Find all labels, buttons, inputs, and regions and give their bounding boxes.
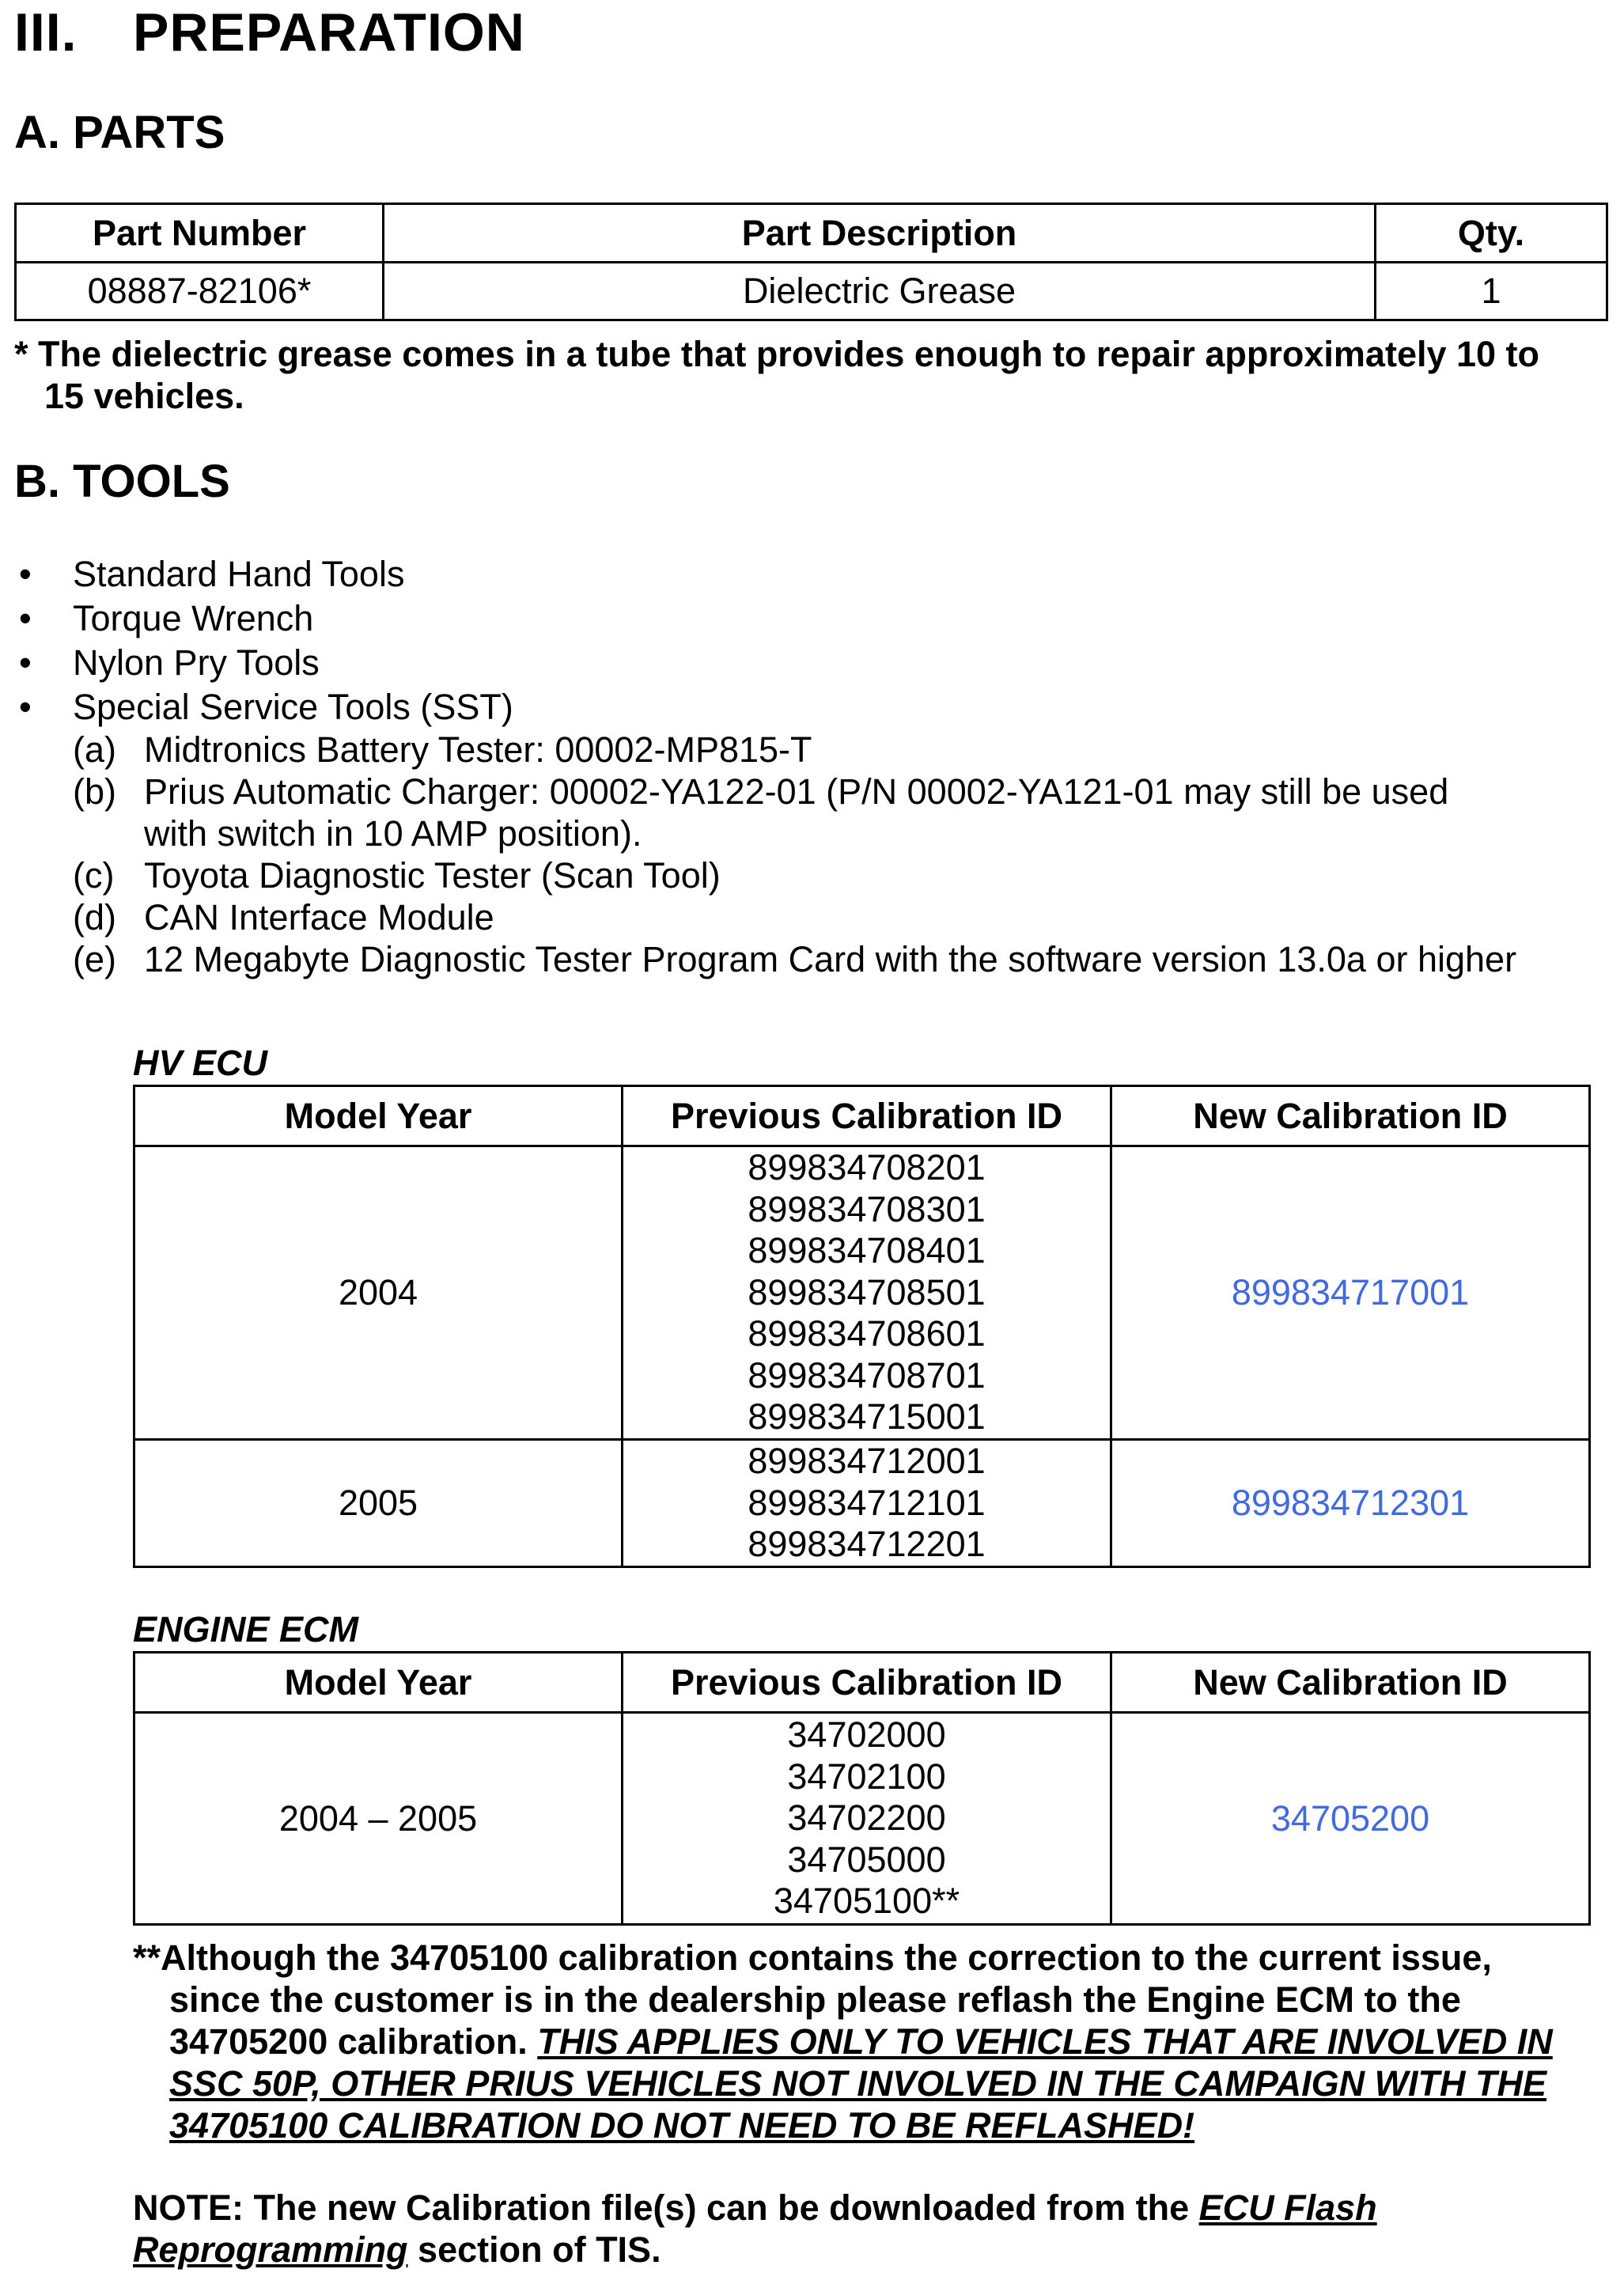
bullet-icon: • bbox=[19, 554, 32, 594]
sst-sublist bbox=[73, 729, 1516, 980]
list-item: • Nylon Pry Tools bbox=[73, 641, 513, 685]
section-title: PREPARATION bbox=[133, 2, 525, 62]
part-qty: 1 bbox=[1376, 263, 1607, 320]
section-heading bbox=[14, 2, 525, 63]
list-item: • Standard Hand Tools bbox=[73, 552, 513, 597]
reprogramming-link[interactable]: Reprogramming bbox=[133, 2229, 408, 2270]
parts-footnote-line1: * The dielectric grease comes in a tube that provides enough to repair approximately 10 to bbox=[14, 334, 1540, 374]
tools-list bbox=[19, 552, 513, 729]
ecm-note-line1: **Although the 34705100 calibration contains the correction to the current issue, bbox=[133, 1937, 1492, 1978]
ecm-note-line5: 34705100 CALIBRATION DO NOT NEED TO BE REFLASHED! bbox=[169, 2105, 1195, 2146]
hv-ecu-table bbox=[133, 1085, 1591, 1568]
ecm-header-row bbox=[134, 1653, 1590, 1713]
list-item: • Special Service Tools (SST) bbox=[73, 685, 513, 729]
sst-item-e: (e) 12 Megabyte Diagnostic Tester Program Card with the software version 13.0a or higher bbox=[73, 939, 1517, 979]
sst-item-c: (c) Toyota Diagnostic Tester (Scan Tool) bbox=[73, 855, 721, 896]
list-item: • Torque Wrench bbox=[73, 597, 513, 641]
table-row bbox=[134, 1440, 1590, 1567]
hv-previous-ids-2004: 899834708201 899834708301 899834708401 899834708501 899834708601 899834708701 899834715001 bbox=[623, 1146, 1111, 1440]
hv-previous-ids-2005: 899834712001 899834712101 899834712201 bbox=[623, 1440, 1111, 1567]
tis-note bbox=[133, 2187, 1377, 2271]
hv-header-new: New Calibration ID bbox=[1111, 1086, 1590, 1146]
table-row bbox=[134, 1146, 1590, 1440]
hv-year-2005: 2005 bbox=[134, 1440, 623, 1567]
ecm-header-new: New Calibration ID bbox=[1111, 1653, 1590, 1713]
tis-note-line2: Reprogramming section of TIS. bbox=[133, 2229, 661, 2270]
parts-header-row bbox=[16, 204, 1607, 263]
parts-header-number: Part Number bbox=[16, 204, 384, 263]
bullet-icon: • bbox=[19, 642, 32, 683]
parts-footnote bbox=[14, 333, 1539, 417]
sst-item-a: (a) Midtronics Battery Tester: 00002-MP815-T bbox=[73, 729, 812, 770]
ecm-header-year: Model Year bbox=[134, 1653, 623, 1713]
hv-ecu-caption: HV ECU bbox=[133, 1043, 268, 1083]
bullet-icon: • bbox=[19, 687, 32, 727]
hv-ecu-header-row bbox=[134, 1086, 1590, 1146]
sst-item-b: (b) Prius Automatic Charger: 00002-YA122-01 (P/N 00002-YA121-01 may still be used with switch in 10 AMP position). bbox=[73, 771, 1449, 854]
ecm-header-previous: Previous Calibration ID bbox=[623, 1653, 1111, 1713]
ecu-flash-link[interactable]: ECU Flash bbox=[1198, 2187, 1377, 2228]
section-numeral: III. bbox=[14, 2, 78, 62]
table-row bbox=[16, 263, 1607, 320]
hv-new-id-2005: 899834712301 bbox=[1111, 1440, 1590, 1567]
table-row bbox=[134, 1713, 1590, 1925]
engine-ecm-table bbox=[133, 1651, 1591, 1926]
ecm-year: 2004 – 2005 bbox=[134, 1713, 623, 1925]
tools-heading: B. TOOLS bbox=[14, 456, 230, 507]
tis-note-line1: NOTE: The new Calibration file(s) can be downloaded from the ECU Flash bbox=[133, 2187, 1377, 2228]
hv-header-previous: Previous Calibration ID bbox=[623, 1086, 1111, 1146]
parts-heading: A. PARTS bbox=[14, 107, 225, 158]
ecm-note-line2: since the customer is in the dealership please reflash the Engine ECM to the bbox=[169, 1979, 1461, 2020]
part-description: Dielectric Grease bbox=[384, 263, 1376, 320]
ecm-note-emphasis: THIS APPLIES ONLY TO VEHICLES THAT ARE INVOLVED IN bbox=[537, 2021, 1553, 2062]
engine-ecm-caption: ENGINE ECM bbox=[133, 1609, 359, 1650]
parts-header-qty: Qty. bbox=[1376, 204, 1607, 263]
ecm-note-line3: 34705200 calibration. THIS APPLIES ONLY TO VEHICLES THAT ARE INVOLVED IN bbox=[169, 2021, 1553, 2062]
bullet-icon: • bbox=[19, 598, 32, 638]
parts-footnote-line2: 15 vehicles. bbox=[44, 376, 244, 416]
hv-header-year: Model Year bbox=[134, 1086, 623, 1146]
ecm-previous-ids: 34702000 34702100 34702200 34705000 34705100** bbox=[623, 1713, 1111, 1925]
ecm-note-line4: SSC 50P, OTHER PRIUS VEHICLES NOT INVOLVED IN THE CAMPAIGN WITH THE bbox=[169, 2063, 1547, 2104]
ecm-note bbox=[133, 1937, 1553, 2146]
hv-new-id-2004: 899834717001 bbox=[1111, 1146, 1590, 1440]
parts-header-description: Part Description bbox=[384, 204, 1376, 263]
parts-table bbox=[14, 203, 1608, 321]
ecm-new-id: 34705200 bbox=[1111, 1713, 1590, 1925]
sst-item-d: (d) CAN Interface Module bbox=[73, 897, 494, 937]
hv-year-2004: 2004 bbox=[134, 1146, 623, 1440]
part-number: 08887-82106* bbox=[16, 263, 384, 320]
